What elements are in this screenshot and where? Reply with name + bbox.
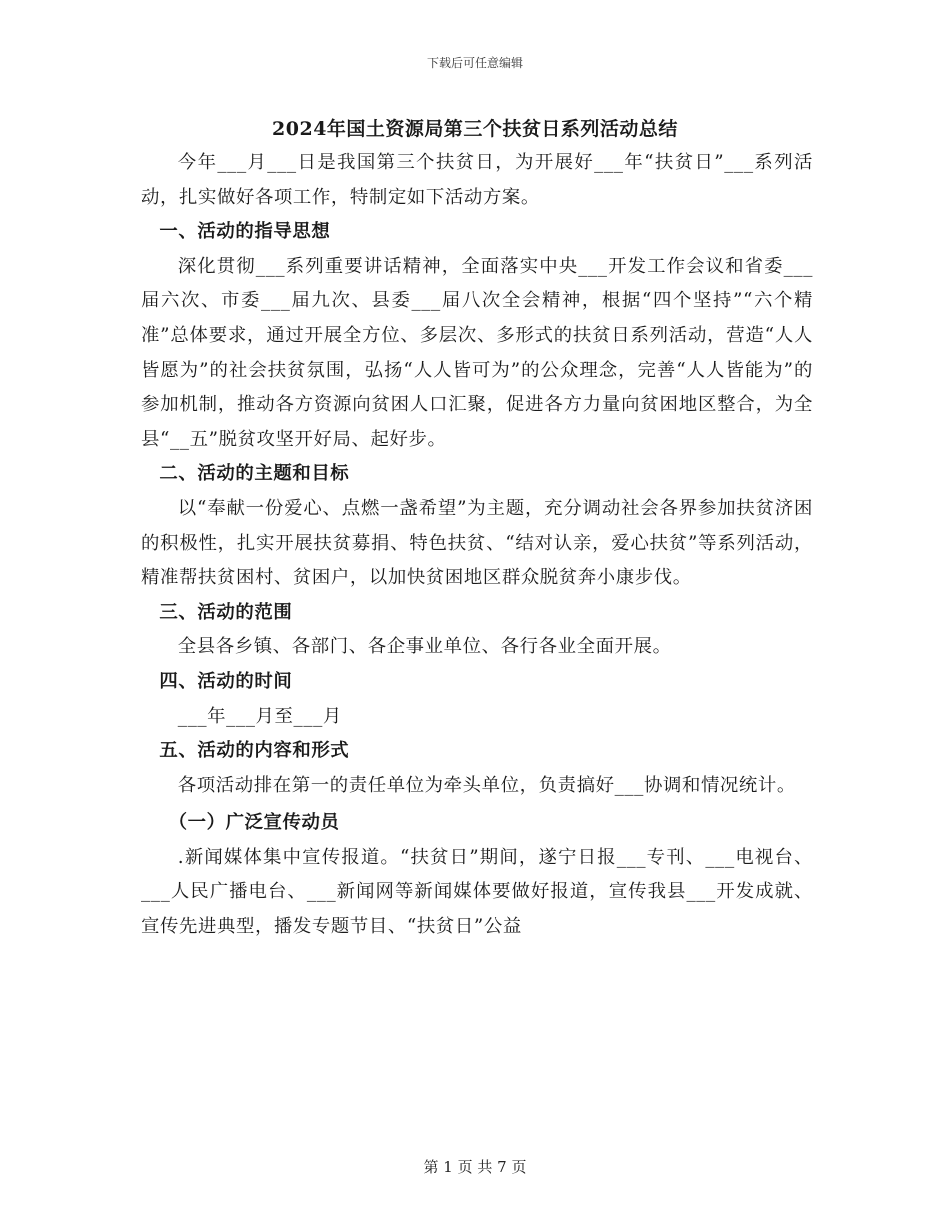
page-footer: 第 1 页 共 7 页 [423,1158,527,1176]
section-heading-time: 四、活动的时间 [159,670,293,692]
paragraph-content-form: 各项活动排在第一的责任单位为牵头单位，负责搞好___协调和情况统计。 [177,774,796,796]
paragraph-scope: 全县各乡镇、各部门、各企事业单位、各行各业全面开展。 [177,636,672,658]
section-heading-scope: 三、活动的范围 [159,601,293,623]
paragraph-guiding-ideology: 深化贯彻___系列重要讲话精神，全面落实中央___开发工作会议和省委___届六次、市委___届九次、县委___届八次全会精神，根据“四个坚持”“六个精准”总体要求，通过开展全方位、多层次、多形式的扶贫日系列活动，营造“人人皆愿为”的社会扶贫氛围，弘扬“人人皆可为”的公众理念，完善“人人皆能为”的参加机制，推动各方资源向贫困人口汇聚，促进各方力量向贫困地区整合，为全县“__五”脱贫攻坚开好局、起好步。 [141,255,813,450]
section-heading-guiding-ideology: 一、活动的指导思想 [159,221,331,243]
page-header-note: 下载后可任意编辑 [426,56,523,70]
section-heading-theme-goals: 二、活动的主题和目标 [159,463,350,485]
document-body [141,146,813,945]
paragraph-time: ___年___月至___月 [177,705,342,727]
paragraph-theme-goals: 以“奉献一份爱心、点燃一盏希望”为主题，充分调动社会各界参加扶贫济困的积极性，扎实开展扶贫募捐、特色扶贫、“结对认亲，爱心扶贫”等系列活动，精准帮扶贫困村、贫困户，以加快贫困地区群众脱贫奔小康步伐。 [141,497,813,589]
document-title: 2024年国土资源局第三个扶贫日系列活动总结 [272,118,678,140]
section-heading-content-form: 五、活动的内容和形式 [159,740,350,762]
subsection-heading-publicity: （一）广泛宣传动员 [168,812,340,834]
intro-paragraph: 今年___月___日是我国第三个扶贫日，为开展好___年“扶贫日”___系列活动，扎实做好各项工作，特制定如下活动方案。 [141,152,813,208]
paragraph-media-publicity: .新闻媒体集中宣传报道。“扶贫日”期间，遂宁日报___专刊、___电视台、___人民广播电台、___新闻网等新闻媒体要做好报道，宣传我县___开发成就、宣传先进典型，播发专题节目、“扶贫日”公益 [141,846,813,938]
